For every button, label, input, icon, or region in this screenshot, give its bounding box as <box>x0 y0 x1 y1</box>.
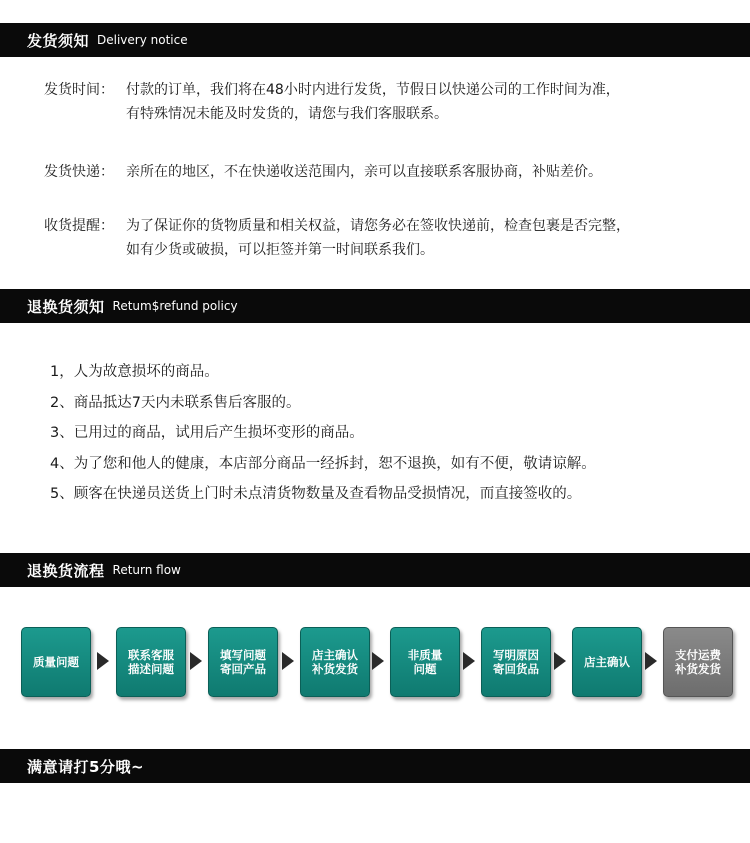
row-line: 付款的订单，我们将在48小时内进行发货，节假日以快递公司的工作时间为准， <box>126 82 620 98</box>
arrow-right-icon <box>463 652 475 670</box>
section-subtitle: Delivery notice <box>97 33 188 47</box>
flow-step-quality-issue <box>21 627 91 697</box>
policy-item: 2、商品抵达7天内未联系售后客服的。 <box>50 395 301 411</box>
return-flow-diagram <box>0 627 750 697</box>
return-flow-header <box>0 553 750 587</box>
row-label: 发货快递： <box>44 164 114 180</box>
step-line: 寄回产品 <box>220 662 266 676</box>
row-line: 有特殊情况未能及时发货的，请您与我们客服联系。 <box>126 106 448 122</box>
flow-step-fill-issue <box>208 627 278 697</box>
section-subtitle: Return flow <box>112 563 181 577</box>
step-line: 质量问题 <box>33 655 79 669</box>
arrow-right-icon <box>190 652 202 670</box>
flow-step-pay-shipping <box>663 627 733 697</box>
arrow-right-icon <box>645 652 657 670</box>
step-line: 联系客服 <box>128 648 174 662</box>
section-subtitle: Retum$refund policy <box>112 299 238 313</box>
row-line: 亲所在的地区，不在快递收送范围内，亲可以直接联系客服协商，补贴差价。 <box>126 164 602 180</box>
arrow-right-icon <box>282 652 294 670</box>
arrow-right-icon <box>97 652 109 670</box>
step-line: 寄回货品 <box>493 662 539 676</box>
section-title: 退换货须知 <box>27 297 105 316</box>
step-line: 店主确认 <box>312 648 358 662</box>
step-line: 支付运费 <box>675 648 721 662</box>
row-text <box>126 160 602 184</box>
step-line: 描述问题 <box>128 662 174 676</box>
row-label: 发货时间： <box>44 82 114 98</box>
row-line: 为了保证你的货物质量和相关权益，请您务必在签收快递前，检查包裹是否完整， <box>126 218 630 234</box>
row-line: 如有少货或破损，可以拒签并第一时间联系我们。 <box>126 242 434 258</box>
step-line: 补货发货 <box>675 662 721 676</box>
step-line: 填写问题 <box>220 648 266 662</box>
arrow-right-icon <box>554 652 566 670</box>
policy-item: 1，人为故意损坏的商品。 <box>50 364 219 380</box>
step-line: 问题 <box>413 662 437 676</box>
row-text <box>126 214 630 262</box>
row-text <box>126 78 620 126</box>
policy-item: 5、顾客在快递员送货上门时未点清货物数量及查看物品受损情况，而直接签收的。 <box>50 486 582 502</box>
step-line: 补货发货 <box>312 662 358 676</box>
flow-step-owner-confirm <box>572 627 642 697</box>
section-title: 满意请打5分哦~ <box>27 757 145 776</box>
flow-step-owner-confirm-resend <box>300 627 370 697</box>
rating-header <box>0 749 750 783</box>
flow-step-non-quality-issue <box>390 627 460 697</box>
flow-step-contact-service <box>116 627 186 697</box>
step-line: 店主确认 <box>584 655 630 669</box>
section-title: 退换货流程 <box>27 561 105 580</box>
delivery-notice-header <box>0 23 750 57</box>
policy-item: 4、为了您和他人的健康，本店部分商品一经拆封，恕不退换，如有不便，敬请谅解。 <box>50 456 596 472</box>
row-label: 收货提醒： <box>44 218 114 234</box>
flow-step-write-reason <box>481 627 551 697</box>
step-line: 写明原因 <box>493 648 539 662</box>
arrow-right-icon <box>372 652 384 670</box>
step-line: 非质量 <box>407 648 443 662</box>
policy-item: 3、已用过的商品，试用后产生损坏变形的商品。 <box>50 425 364 441</box>
section-title: 发货须知 <box>27 31 90 50</box>
return-policy-header <box>0 289 750 323</box>
